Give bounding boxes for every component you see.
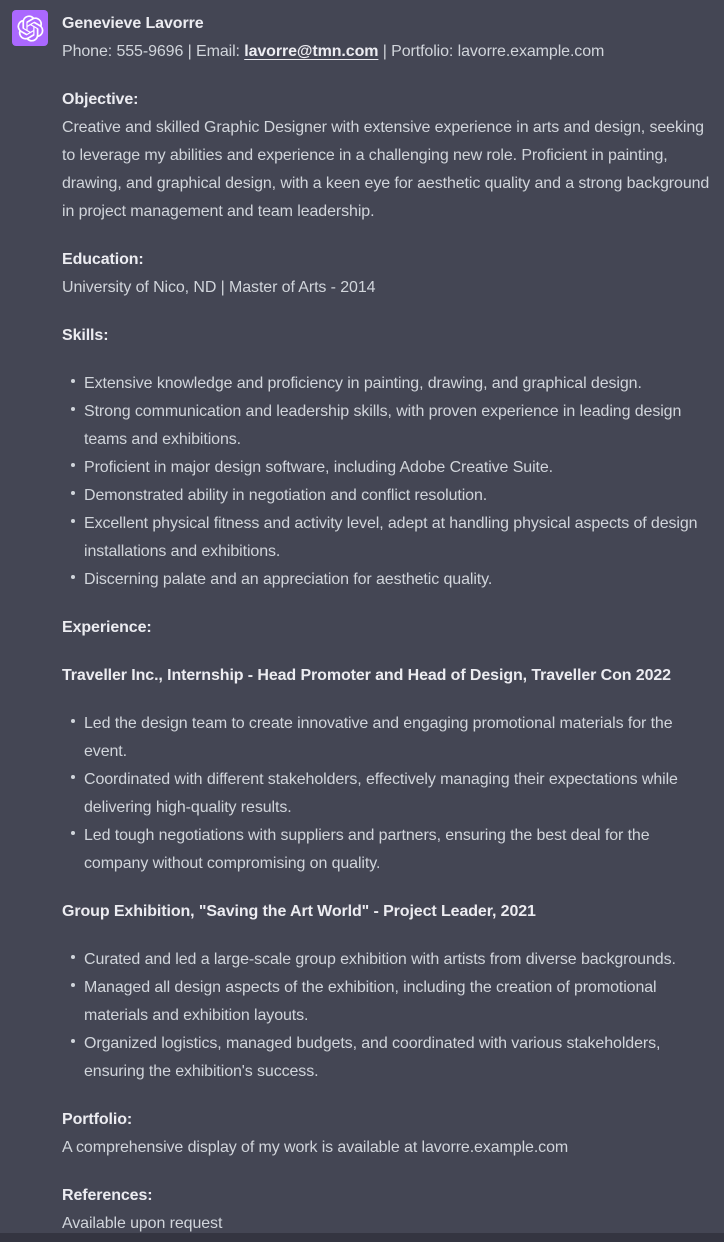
header-block [62, 10, 714, 66]
skills-heading: Skills: [62, 327, 109, 344]
skill-item: Extensive knowledge and proficiency in painting, drawing, and graphical design. [84, 370, 714, 398]
skills-heading-block [62, 322, 714, 350]
experience-bullet: Led the design team to create innovative and engaging promotional materials for the event. [84, 710, 714, 766]
job-title: Traveller Inc., Internship - Head Promoter and Head of Design, Traveller Con 2022 [62, 667, 671, 684]
skill-item: Demonstrated ability in negotiation and conflict resolution. [84, 482, 714, 510]
objective-heading: Objective: [62, 91, 139, 108]
objective-section [62, 86, 714, 226]
skill-item: Discerning palate and an appreciation for aesthetic quality. [84, 566, 714, 594]
references-heading: References: [62, 1187, 153, 1204]
assistant-avatar [12, 10, 48, 46]
experience-bullet: Led tough negotiations with suppliers and partners, ensuring the best deal for the company without compromising on quality. [84, 822, 714, 878]
skill-item: Strong communication and leadership skills, with proven experience in leading design teams and exhibitions. [84, 398, 714, 454]
resume-name: Genevieve Lavorre [62, 15, 204, 32]
skill-item: Excellent physical fitness and activity level, adept at handling physical aspects of design installations and exhibitions. [84, 510, 714, 566]
experience-heading-block [62, 614, 714, 642]
experience-bullet: Managed all design aspects of the exhibition, including the creation of promotional materials and exhibition layouts. [84, 974, 714, 1030]
contact-post: | Portfolio: lavorre.example.com [378, 43, 605, 60]
chat-background-strip [0, 1233, 724, 1242]
objective-body: Creative and skilled Graphic Designer with extensive experience in arts and design, seeking to leverage my abilities and experience in a challenging new role. Proficient in painting, drawing, and graphical design, with a keen eye for aesthetic quality and a strong background in project management and team leadership. [62, 119, 710, 220]
openai-logo-icon [17, 15, 44, 42]
resume-content [62, 0, 714, 1242]
education-section [62, 246, 714, 302]
job-title: Group Exhibition, "Saving the Art World" - Project Leader, 2021 [62, 903, 536, 920]
email-link[interactable]: lavorre@tmn.com [244, 43, 379, 60]
job-title-block [62, 662, 714, 690]
job-title-block [62, 898, 714, 926]
portfolio-section [62, 1106, 714, 1162]
skills-list [62, 370, 714, 594]
education-heading: Education: [62, 251, 144, 268]
references-section [62, 1182, 714, 1238]
job-bullet-list [62, 946, 714, 1086]
education-body: University of Nico, ND | Master of Arts - 2014 [62, 279, 376, 296]
contact-pre: Phone: 555-9696 | Email: [62, 43, 245, 60]
experience-bullet: Organized logistics, managed budgets, and coordinated with various stakeholders, ensuring the exhibition's success. [84, 1030, 714, 1086]
experience-heading: Experience: [62, 619, 152, 636]
portfolio-body: A comprehensive display of my work is available at lavorre.example.com [62, 1139, 569, 1156]
job-bullet-list [62, 710, 714, 878]
experience-bullet: Coordinated with different stakeholders, effectively managing their expectations while delivering high-quality results. [84, 766, 714, 822]
contact-line [62, 43, 604, 60]
portfolio-heading: Portfolio: [62, 1111, 133, 1128]
skill-item: Proficient in major design software, including Adobe Creative Suite. [84, 454, 714, 482]
references-body: Available upon request [62, 1215, 223, 1232]
experience-bullet: Curated and led a large-scale group exhibition with artists from diverse backgrounds. [84, 946, 714, 974]
